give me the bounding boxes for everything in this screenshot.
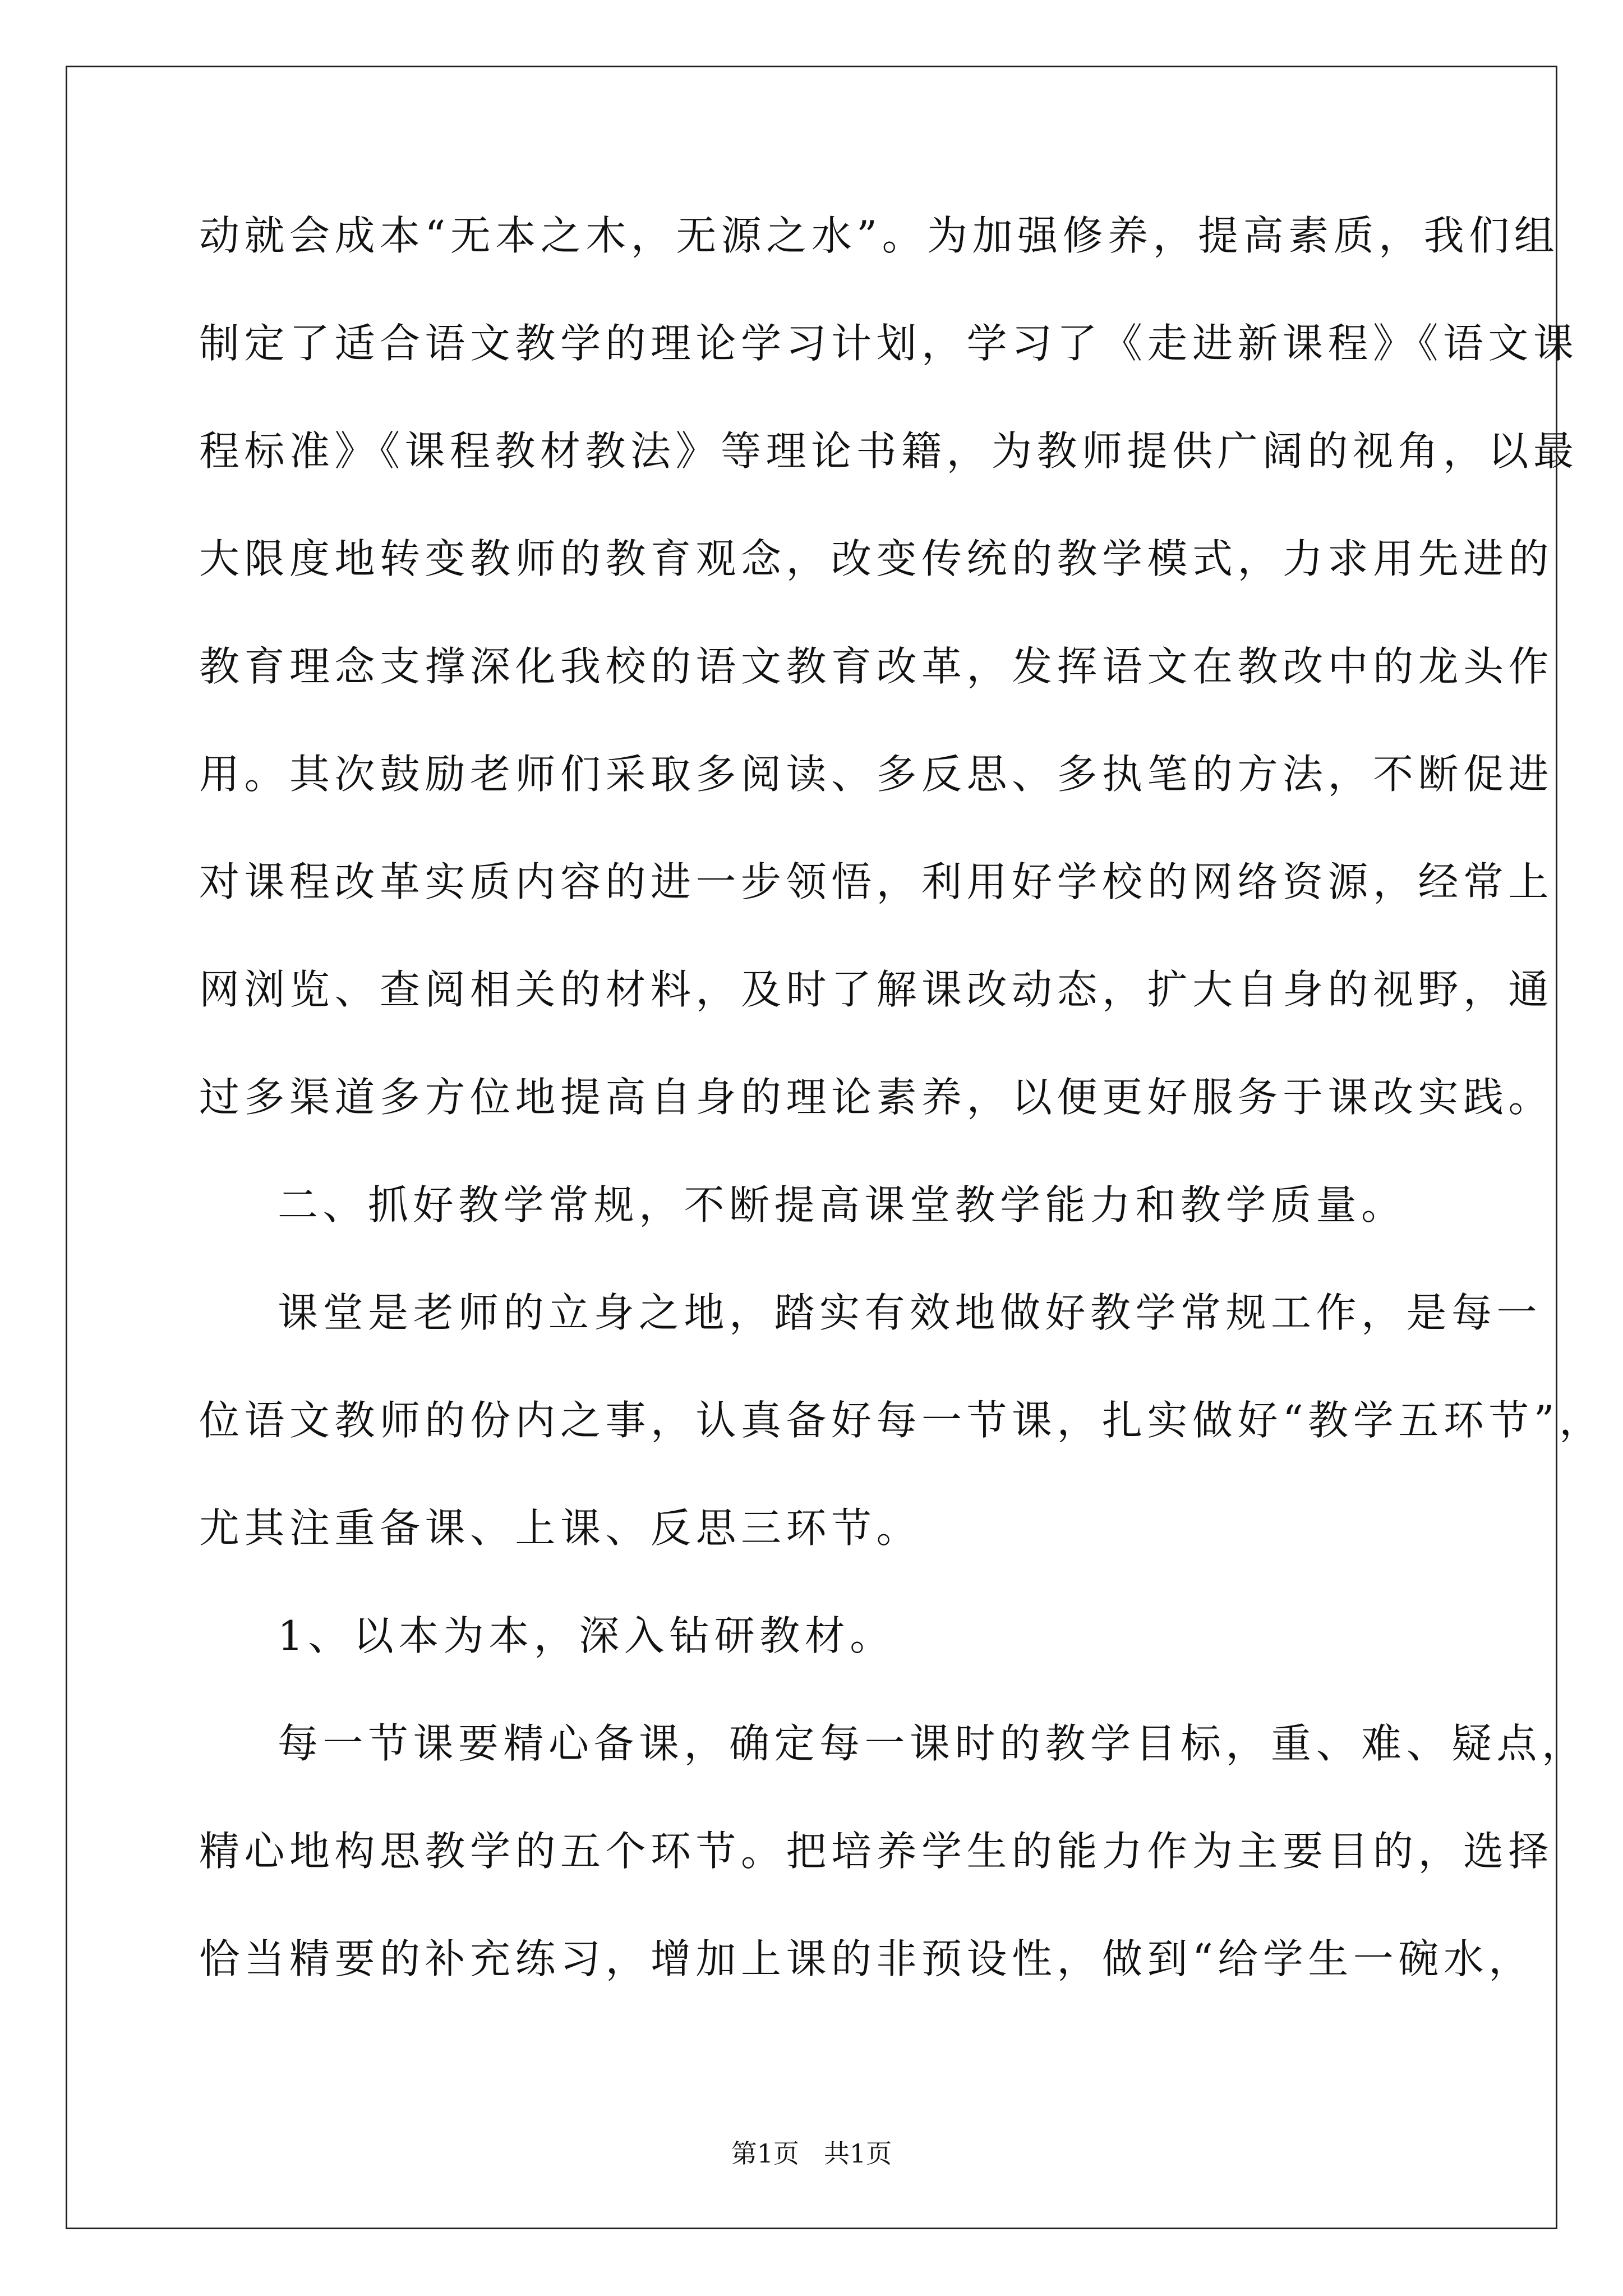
text-line: 用。其次鼓励老师们采取多阅读、多反思、多执笔的方法，不断促进: [199, 751, 1554, 798]
document-body: [199, 212, 1604, 2046]
text-line: 尤其注重备课、上课、反思三环节。: [199, 1504, 922, 1552]
subsection-heading: 1、以本为本，深入钻研教材。: [278, 1612, 895, 1659]
text-line: 精心地构思教学的五个环节。把培养学生的能力作为主要目的，选择: [199, 1828, 1554, 1875]
text-line: 大限度地转变教师的教育观念，改变传统的教学模式，力求用先进的: [199, 535, 1554, 582]
text-line: 程标准》《课程教材教法》等理论书籍，为教师提供广阔的视角，以最: [199, 427, 1579, 475]
text-line: 恰当精要的补充练习，增加上课的非预设性，做到“给学生一碗水，: [199, 1935, 1534, 1982]
section-heading: 二、抓好教学常规，不断提高课堂教学能力和教学质量。: [278, 1181, 1407, 1228]
text-line: 动就会成本“无本之木，无源之水”。为加强修养，提高素质，我们组: [199, 212, 1560, 259]
text-line: 对课程改革实质内容的进一步领悟，利用好学校的网络资源，经常上: [199, 858, 1554, 905]
text-line: 过多渠道多方位地提高自身的理论素养，以便更好服务于课改实践。: [199, 1074, 1554, 1121]
text-line: 教育理念支撑深化我校的语文教育改革，发挥语文在教改中的龙头作: [199, 643, 1554, 690]
page-number: 第1页: [731, 2138, 799, 2169]
paragraph-start: 课堂是老师的立身之地，踏实有效地做好教学常规工作，是每一: [278, 1289, 1542, 1336]
text-line: 制定了适合语文教学的理论学习计划，学习了《走进新课程》《语文课: [199, 320, 1579, 367]
text-line: 位语文教师的份内之事，认真备好每一节课，扎实做好“教学五环节”，: [199, 1397, 1604, 1444]
page-total: 共1页: [824, 2138, 892, 2169]
paragraph-start: 每一节课要精心备课，确定每一课时的教学目标，重、难、疑点，: [278, 1720, 1587, 1767]
page-footer: [0, 2139, 1623, 2168]
text-line: 网浏览、查阅相关的材料，及时了解课改动态，扩大自身的视野，通: [199, 966, 1554, 1013]
